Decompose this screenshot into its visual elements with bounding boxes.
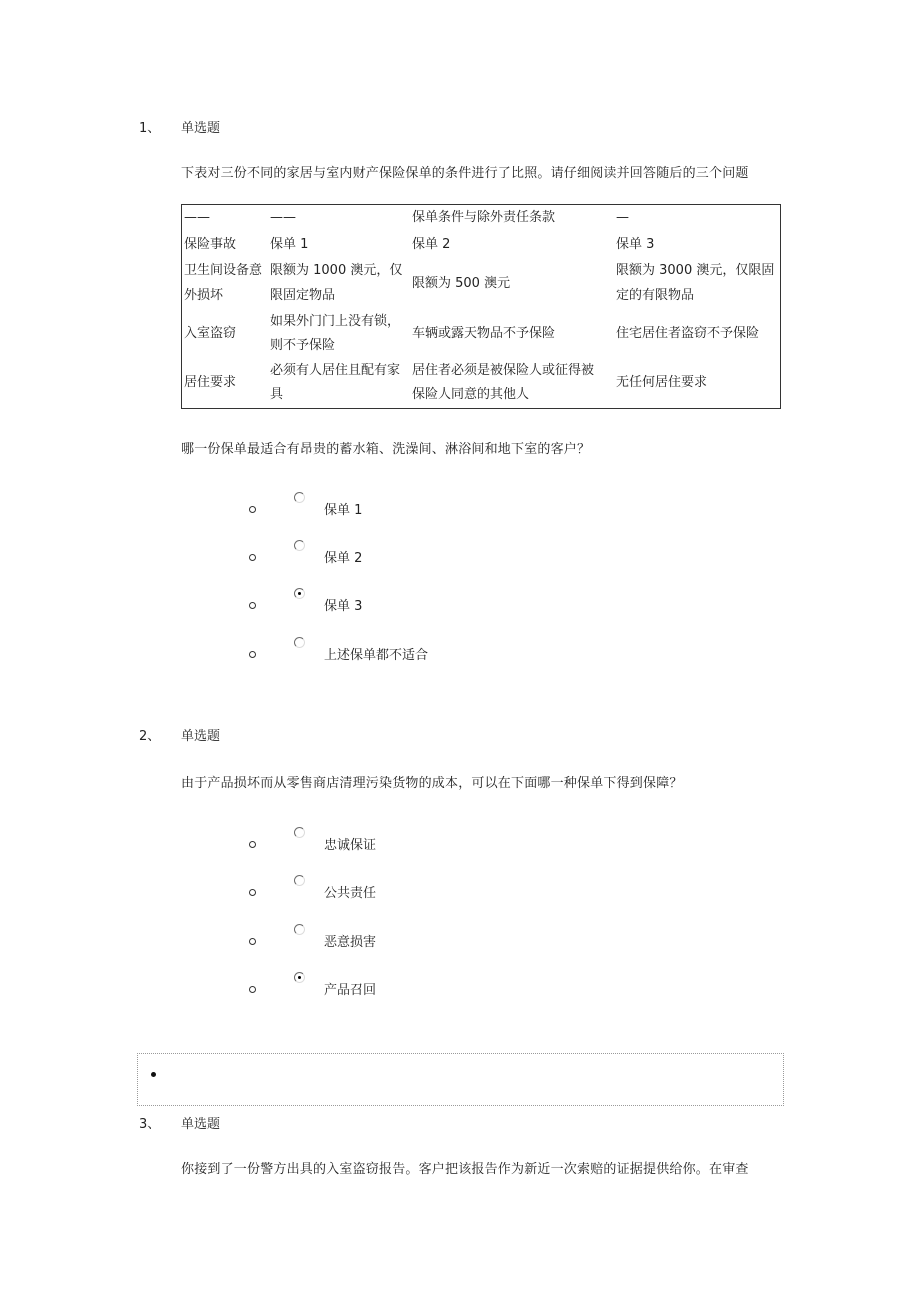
option-label: 产品召回 (324, 983, 377, 998)
table-cell: 限额为 3000 澳元，仅限固 (616, 263, 775, 278)
radio-button[interactable] (294, 875, 305, 886)
table-cell: 保单条件与除外责任条款 (412, 210, 556, 225)
question-type: 单选题 (181, 121, 221, 136)
radio-button-selected[interactable] (294, 588, 305, 599)
table-cell: 限额为 500 澳元 (412, 276, 511, 291)
table-cell: 保险事故 (184, 237, 237, 252)
table-cell: 定的有限物品 (616, 288, 695, 303)
table-cell: —— (270, 210, 296, 225)
radio-dot-icon (298, 592, 301, 595)
table-cell: 住宅居住者盗窃不予保险 (616, 326, 760, 341)
question-number: 2、 (139, 729, 161, 744)
radio-button-selected[interactable] (294, 972, 305, 983)
question-text: 你接到了一份警方出具的入室盗窃报告。客户把该报告作为新近一次索赔的证据提供给你。在审查 (181, 1162, 749, 1177)
option-label: 恶意损害 (324, 935, 377, 950)
option-label: 保单 2 (324, 551, 363, 566)
table-cell: 限额为 1000 澳元，仅 (270, 263, 403, 278)
table-cell: 保单 2 (412, 237, 451, 252)
question-type: 单选题 (181, 1117, 221, 1132)
question-text: 哪一份保单最适合有昂贵的蓄水箱、洗澡间、淋浴间和地下室的客户？ (181, 442, 591, 457)
list-bullet-icon (249, 506, 256, 513)
comparison-table (181, 204, 781, 409)
radio-dot-icon (298, 976, 301, 979)
table-cell: 卫生间设备意 (184, 263, 263, 278)
list-bullet-icon (249, 841, 256, 848)
table-cell: 保单 1 (270, 237, 309, 252)
table-cell: 必须有人居住且配有家 (270, 363, 401, 378)
radio-button[interactable] (294, 637, 305, 648)
table-cell: —— (184, 210, 210, 225)
option-label: 保单 3 (324, 599, 363, 614)
table-cell: 外损坏 (184, 288, 224, 303)
question-text: 由于产品损坏而从零售商店清理污染货物的成本，可以在下面哪一种保单下得到保障？ (181, 776, 683, 791)
question-intro: 下表对三份不同的家居与室内财产保险保单的条件进行了比照。请仔细阅读并回答随后的三个问题 (181, 166, 749, 181)
option-label: 保单 1 (324, 503, 363, 518)
table-cell: 无任何居住要求 (616, 375, 708, 390)
table-cell: 居住者必须是被保险人或征得被 (412, 363, 595, 378)
table-cell: 限固定物品 (270, 288, 336, 303)
table-cell: 车辆或露天物品不予保险 (412, 326, 556, 341)
option-label: 忠诚保证 (324, 838, 377, 853)
radio-button[interactable] (294, 827, 305, 838)
table-cell: 保险人同意的其他人 (412, 387, 530, 402)
option-label: 公共责任 (324, 886, 377, 901)
list-bullet-icon (249, 651, 256, 658)
table-cell: 具 (270, 387, 284, 402)
list-bullet-icon (249, 986, 256, 993)
question-separator (137, 1053, 784, 1106)
table-cell: — (616, 210, 629, 225)
table-cell: 居住要求 (184, 375, 237, 390)
table-cell: 如果外门门上没有锁， (270, 314, 401, 329)
table-cell: 则不予保险 (270, 338, 336, 353)
list-bullet-icon (249, 938, 256, 945)
option-label: 上述保单都不适合 (324, 648, 429, 663)
question-number: 3、 (139, 1117, 161, 1132)
bullet-icon (151, 1072, 156, 1077)
list-bullet-icon (249, 602, 256, 609)
radio-button[interactable] (294, 492, 305, 503)
table-cell: 保单 3 (616, 237, 655, 252)
list-bullet-icon (249, 889, 256, 896)
question-number: 1、 (139, 121, 161, 136)
table-cell: 入室盗窃 (184, 326, 237, 341)
radio-button[interactable] (294, 924, 305, 935)
question-type: 单选题 (181, 729, 221, 744)
radio-button[interactable] (294, 540, 305, 551)
list-bullet-icon (249, 554, 256, 561)
